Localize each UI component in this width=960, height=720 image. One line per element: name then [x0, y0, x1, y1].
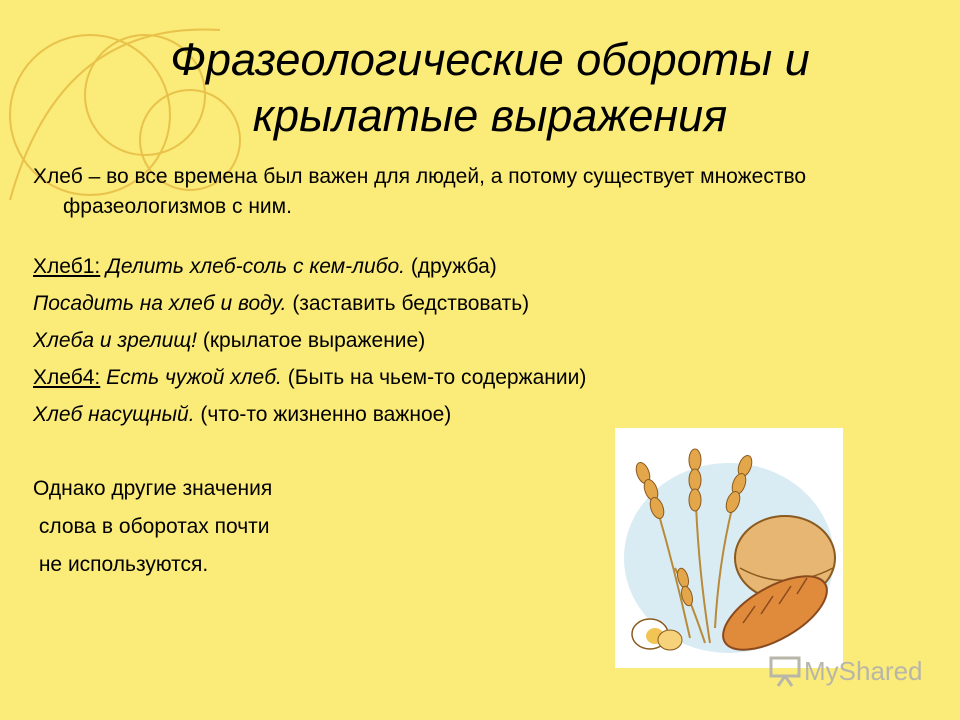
phrase-meaning: (дружба): [410, 255, 497, 278]
phrase-meaning: (что-то жизненно важное): [200, 403, 452, 426]
phrase-meaning: (крылатое выражение): [202, 329, 426, 352]
phrase-text: Есть чужой хлеб.: [106, 366, 282, 389]
line-prefix: Хлеб4:: [33, 366, 101, 389]
bread-illustration: [615, 428, 843, 668]
outro-line: слова в оборотах почти: [33, 515, 270, 538]
watermark-text: MyShared: [804, 655, 923, 686]
outro-line: Однако другие значения: [33, 477, 273, 500]
phrase-line-3: [33, 326, 893, 356]
phrase-meaning: (заставить бедствовать): [292, 292, 530, 315]
phrase-line-2: [33, 289, 893, 319]
watermark: [768, 655, 923, 687]
phrase-line-4: [33, 363, 893, 393]
presentation-board-icon: [768, 655, 802, 687]
phrase-line-5: [33, 400, 893, 430]
page-title: Фразеологические обороты и крылатые выражения: [170, 34, 810, 141]
phrase-line-1: [33, 252, 893, 282]
phrase-text: Посадить на хлеб и воду.: [33, 292, 287, 315]
bread-and-wheat-image: [615, 428, 843, 668]
intro-text: Хлеб – во все времена был важен для людей, а потому существует множество фразеологизмов с ним.: [33, 165, 807, 218]
phrase-text: Делить хлеб-соль с кем-либо.: [106, 255, 405, 278]
phrase-text: Хлеба и зрелищ!: [33, 329, 198, 352]
phrase-meaning: (Быть на чьем-то содержании): [287, 366, 587, 389]
phrase-text: Хлеб насущный.: [33, 403, 195, 426]
line-prefix: Хлеб1:: [33, 255, 101, 278]
outro-line: не используются.: [33, 553, 209, 576]
